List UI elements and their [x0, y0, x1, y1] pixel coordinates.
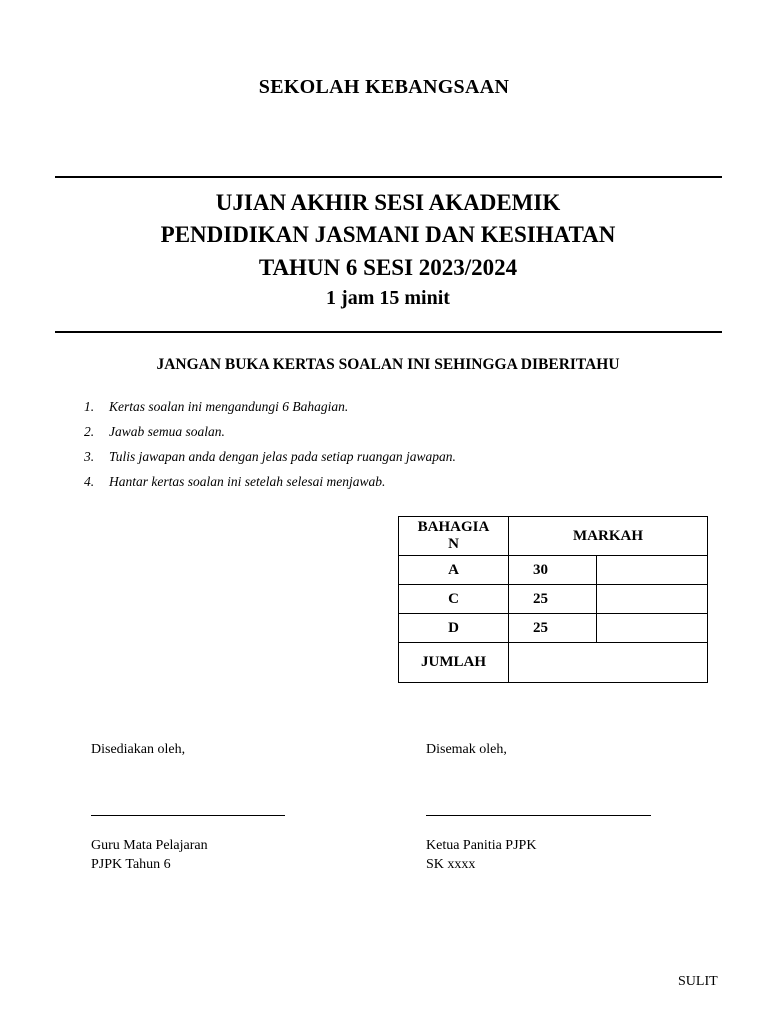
instructions-list [84, 398, 456, 498]
section-cell: A [399, 556, 509, 585]
marks-header: MARKAH [509, 517, 708, 556]
total-label: JUMLAH [399, 643, 509, 683]
checked-by-role: Ketua Panitia PJPK [426, 838, 537, 853]
score-cell[interactable] [597, 585, 708, 614]
total-value-cell[interactable] [509, 643, 708, 683]
instruction-item [84, 473, 456, 498]
instruction-text: Hantar kertas soalan ini setelah selesai menjawab. [109, 474, 386, 489]
instruction-item [84, 448, 456, 473]
instruction-text: Tulis jawapan anda dengan jelas pada setiap ruangan jawapan. [109, 449, 456, 464]
table-row [399, 585, 708, 614]
subject-title: PENDIDIKAN JASMANI DAN KESIHATAN [160, 222, 616, 247]
section-header [399, 517, 509, 556]
max-marks-cell: 25 [509, 614, 597, 643]
classification-label: SULIT [678, 974, 718, 989]
instruction-text: Kertas soalan ini mengandungi 6 Bahagian. [109, 399, 349, 414]
instruction-item [84, 423, 456, 448]
section-header-line1: BAHAGIA [417, 519, 490, 535]
bottom-divider [55, 331, 722, 333]
exam-title: UJIAN AKHIR SESI AKADEMIK [215, 190, 561, 215]
checked-signature-line [426, 815, 651, 816]
score-cell[interactable] [597, 614, 708, 643]
exam-duration: 1 jam 15 minit [326, 287, 450, 309]
do-not-open-warning: JANGAN BUKA KERTAS SOALAN INI SEHINGGA DIBERITAHU [156, 356, 620, 373]
marks-table [398, 516, 708, 683]
instruction-item [84, 398, 456, 423]
max-marks-cell: 25 [509, 585, 597, 614]
instruction-number: 2. [84, 424, 95, 439]
checked-by-label: Disemak oleh, [426, 742, 507, 757]
checked-by-school: SK xxxx [426, 857, 476, 872]
instruction-number: 3. [84, 449, 95, 464]
table-row [399, 614, 708, 643]
section-cell: D [399, 614, 509, 643]
prepared-by-dept: PJPK Tahun 6 [91, 857, 171, 872]
instruction-number: 4. [84, 474, 95, 489]
prepared-by-role: Guru Mata Pelajaran [91, 838, 208, 853]
year-session-title: TAHUN 6 SESI 2023/2024 [258, 255, 518, 280]
section-header-line2: N [448, 536, 459, 552]
top-divider [55, 176, 722, 178]
table-row [399, 556, 708, 585]
max-marks-cell: 30 [509, 556, 597, 585]
prepared-signature-line [91, 815, 285, 816]
marks-table-header-row [399, 517, 708, 556]
prepared-by-label: Disediakan oleh, [91, 742, 186, 757]
instruction-number: 1. [84, 399, 95, 414]
school-name: SEKOLAH KEBANGSAAN [258, 76, 510, 98]
instruction-text: Jawab semua soalan. [109, 424, 225, 439]
total-row [399, 643, 708, 683]
section-cell: C [399, 585, 509, 614]
score-cell[interactable] [597, 556, 708, 585]
